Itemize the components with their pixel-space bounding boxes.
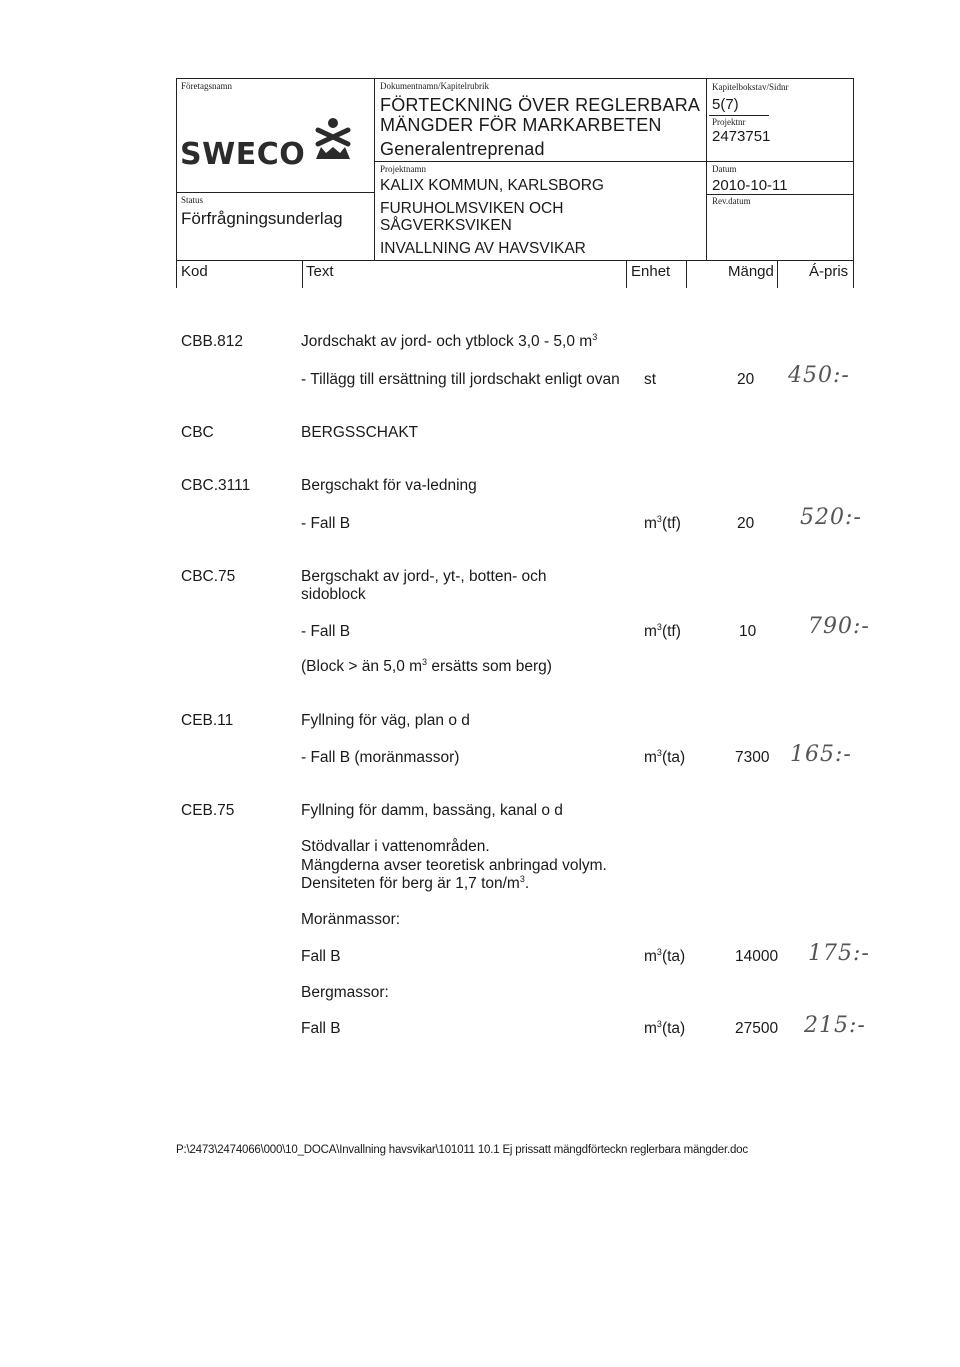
revdate-label: Rev.datum bbox=[712, 196, 751, 206]
item-subtext: - Tillägg till ersättning till jordschakt enligt ovan bbox=[301, 371, 620, 388]
section-title: BERGSSCHAKT bbox=[301, 424, 419, 441]
berg-label: Bergmassor: bbox=[301, 984, 389, 1001]
item-quantity: 27500 bbox=[735, 1020, 779, 1037]
item-code: CEB.75 bbox=[181, 802, 235, 819]
col-kod: Kod bbox=[181, 263, 208, 280]
item-unit: $m^3(ta)$ bbox=[644, 1019, 686, 1037]
footer-file-path: P:\2473\2474066\000\10_DOCA\Invallning havsvikar\101011 10.1 Ej prissatt mängdförteckn reglerbara mängder.doc bbox=[176, 1144, 748, 1156]
item-price-handwritten: 790:- bbox=[808, 614, 870, 639]
date-value: 2010-10-11 bbox=[712, 177, 788, 194]
item-quantity: 7300 bbox=[735, 749, 770, 766]
item-subtext: - Fall B bbox=[301, 515, 351, 532]
item-note-line-3: Densiteten för berg är 1,7 ton/$m^3$. bbox=[301, 874, 530, 892]
item-text: Bergschakt för va-ledning bbox=[301, 477, 477, 494]
item-price-handwritten: 520:- bbox=[800, 505, 862, 530]
item-unit: $m^3(ta)$ bbox=[644, 748, 686, 766]
item-quantity: 10 bbox=[739, 623, 757, 640]
item-text-line-2: sidoblock bbox=[301, 586, 366, 603]
item-code: CBC.3111 bbox=[181, 477, 251, 494]
col-apris: Á-pris bbox=[809, 263, 849, 280]
item-text: Fyllning för väg, plan o d bbox=[301, 712, 470, 729]
item-subtext: - Fall B (moränmassor) bbox=[301, 749, 460, 766]
item-quantity: 14000 bbox=[735, 948, 779, 965]
item-subtext: Fall B bbox=[301, 948, 341, 965]
status-value: Förfrågningsunderlag bbox=[181, 209, 343, 228]
project-line-3: SÅGVERKSVIKEN bbox=[380, 217, 512, 234]
item-price-handwritten: 175:- bbox=[808, 941, 870, 966]
project-label: Projektnamn bbox=[380, 164, 426, 174]
item-quantity: 20 bbox=[737, 515, 755, 532]
company-label: Företagsnamn bbox=[181, 81, 232, 91]
item-code: CBB.812 bbox=[181, 333, 244, 350]
sweco-logo-text: SWECO bbox=[180, 137, 306, 172]
item-unit: $m^3(tf)$ bbox=[644, 514, 681, 532]
status-label: Status bbox=[181, 195, 204, 205]
project-line-1: KALIX KOMMUN, KARLSBORG bbox=[380, 177, 604, 194]
date-label: Datum bbox=[712, 164, 737, 174]
col-text: Text bbox=[306, 263, 334, 280]
item-code: CBC.75 bbox=[181, 568, 236, 585]
sweco-logo-icon bbox=[312, 117, 354, 161]
col-enhet: Enhet bbox=[631, 263, 671, 280]
item-quantity: 20 bbox=[737, 371, 755, 388]
item-subtext: - Fall B bbox=[301, 623, 351, 640]
moran-label: Moränmassor: bbox=[301, 911, 401, 928]
doc-label: Dokumentnamn/Kapitelrubrik bbox=[380, 81, 489, 91]
item-text: Fyllning för damm, bassäng, kanal o d bbox=[301, 802, 563, 819]
item-note: (Block > än 5,0 $m^3$ ersätts som berg) bbox=[301, 657, 552, 675]
section-code: CBC bbox=[181, 424, 214, 441]
item-price-handwritten: 165:- bbox=[790, 742, 852, 767]
item-price-handwritten: 215:- bbox=[804, 1013, 866, 1038]
item-note-line-2: Mängderna avser teoretisk anbringad volym. bbox=[301, 857, 607, 874]
item-price-handwritten: 450:- bbox=[788, 363, 850, 388]
projnr-label: Projektnr bbox=[712, 117, 746, 127]
item-text: Jordschakt av jord- och ytblock 3,0 - 5,0 $m^3$ bbox=[301, 332, 598, 350]
project-line-4: INVALLNING AV HAVSVIKAR bbox=[380, 240, 586, 257]
col-mangd: Mängd bbox=[728, 263, 774, 280]
item-code: CEB.11 bbox=[181, 712, 234, 729]
doc-title-line-1: FÖRTECKNING ÖVER REGLERBARA bbox=[380, 95, 701, 115]
doc-title-line-2: MÄNGDER FÖR MARKARBETEN bbox=[380, 115, 662, 135]
chapter-label: Kapitelbokstav/Sidnr bbox=[712, 82, 789, 92]
item-text-line-1: Bergschakt av jord-, yt-, botten- och bbox=[301, 568, 547, 585]
item-unit: $m^3(ta)$ bbox=[644, 947, 686, 965]
doc-title-line-3: Generalentreprenad bbox=[380, 139, 545, 159]
chapter-value: 5(7) bbox=[712, 96, 739, 113]
item-unit: st bbox=[644, 371, 657, 388]
item-subtext: Fall B bbox=[301, 1020, 341, 1037]
item-note-line-1: Stödvallar i vattenområden. bbox=[301, 838, 490, 855]
item-unit: $m^3(tf)$ bbox=[644, 622, 681, 640]
projnr-value: 2473751 bbox=[712, 128, 771, 145]
project-line-2: FURUHOLMSVIKEN OCH bbox=[380, 200, 564, 217]
